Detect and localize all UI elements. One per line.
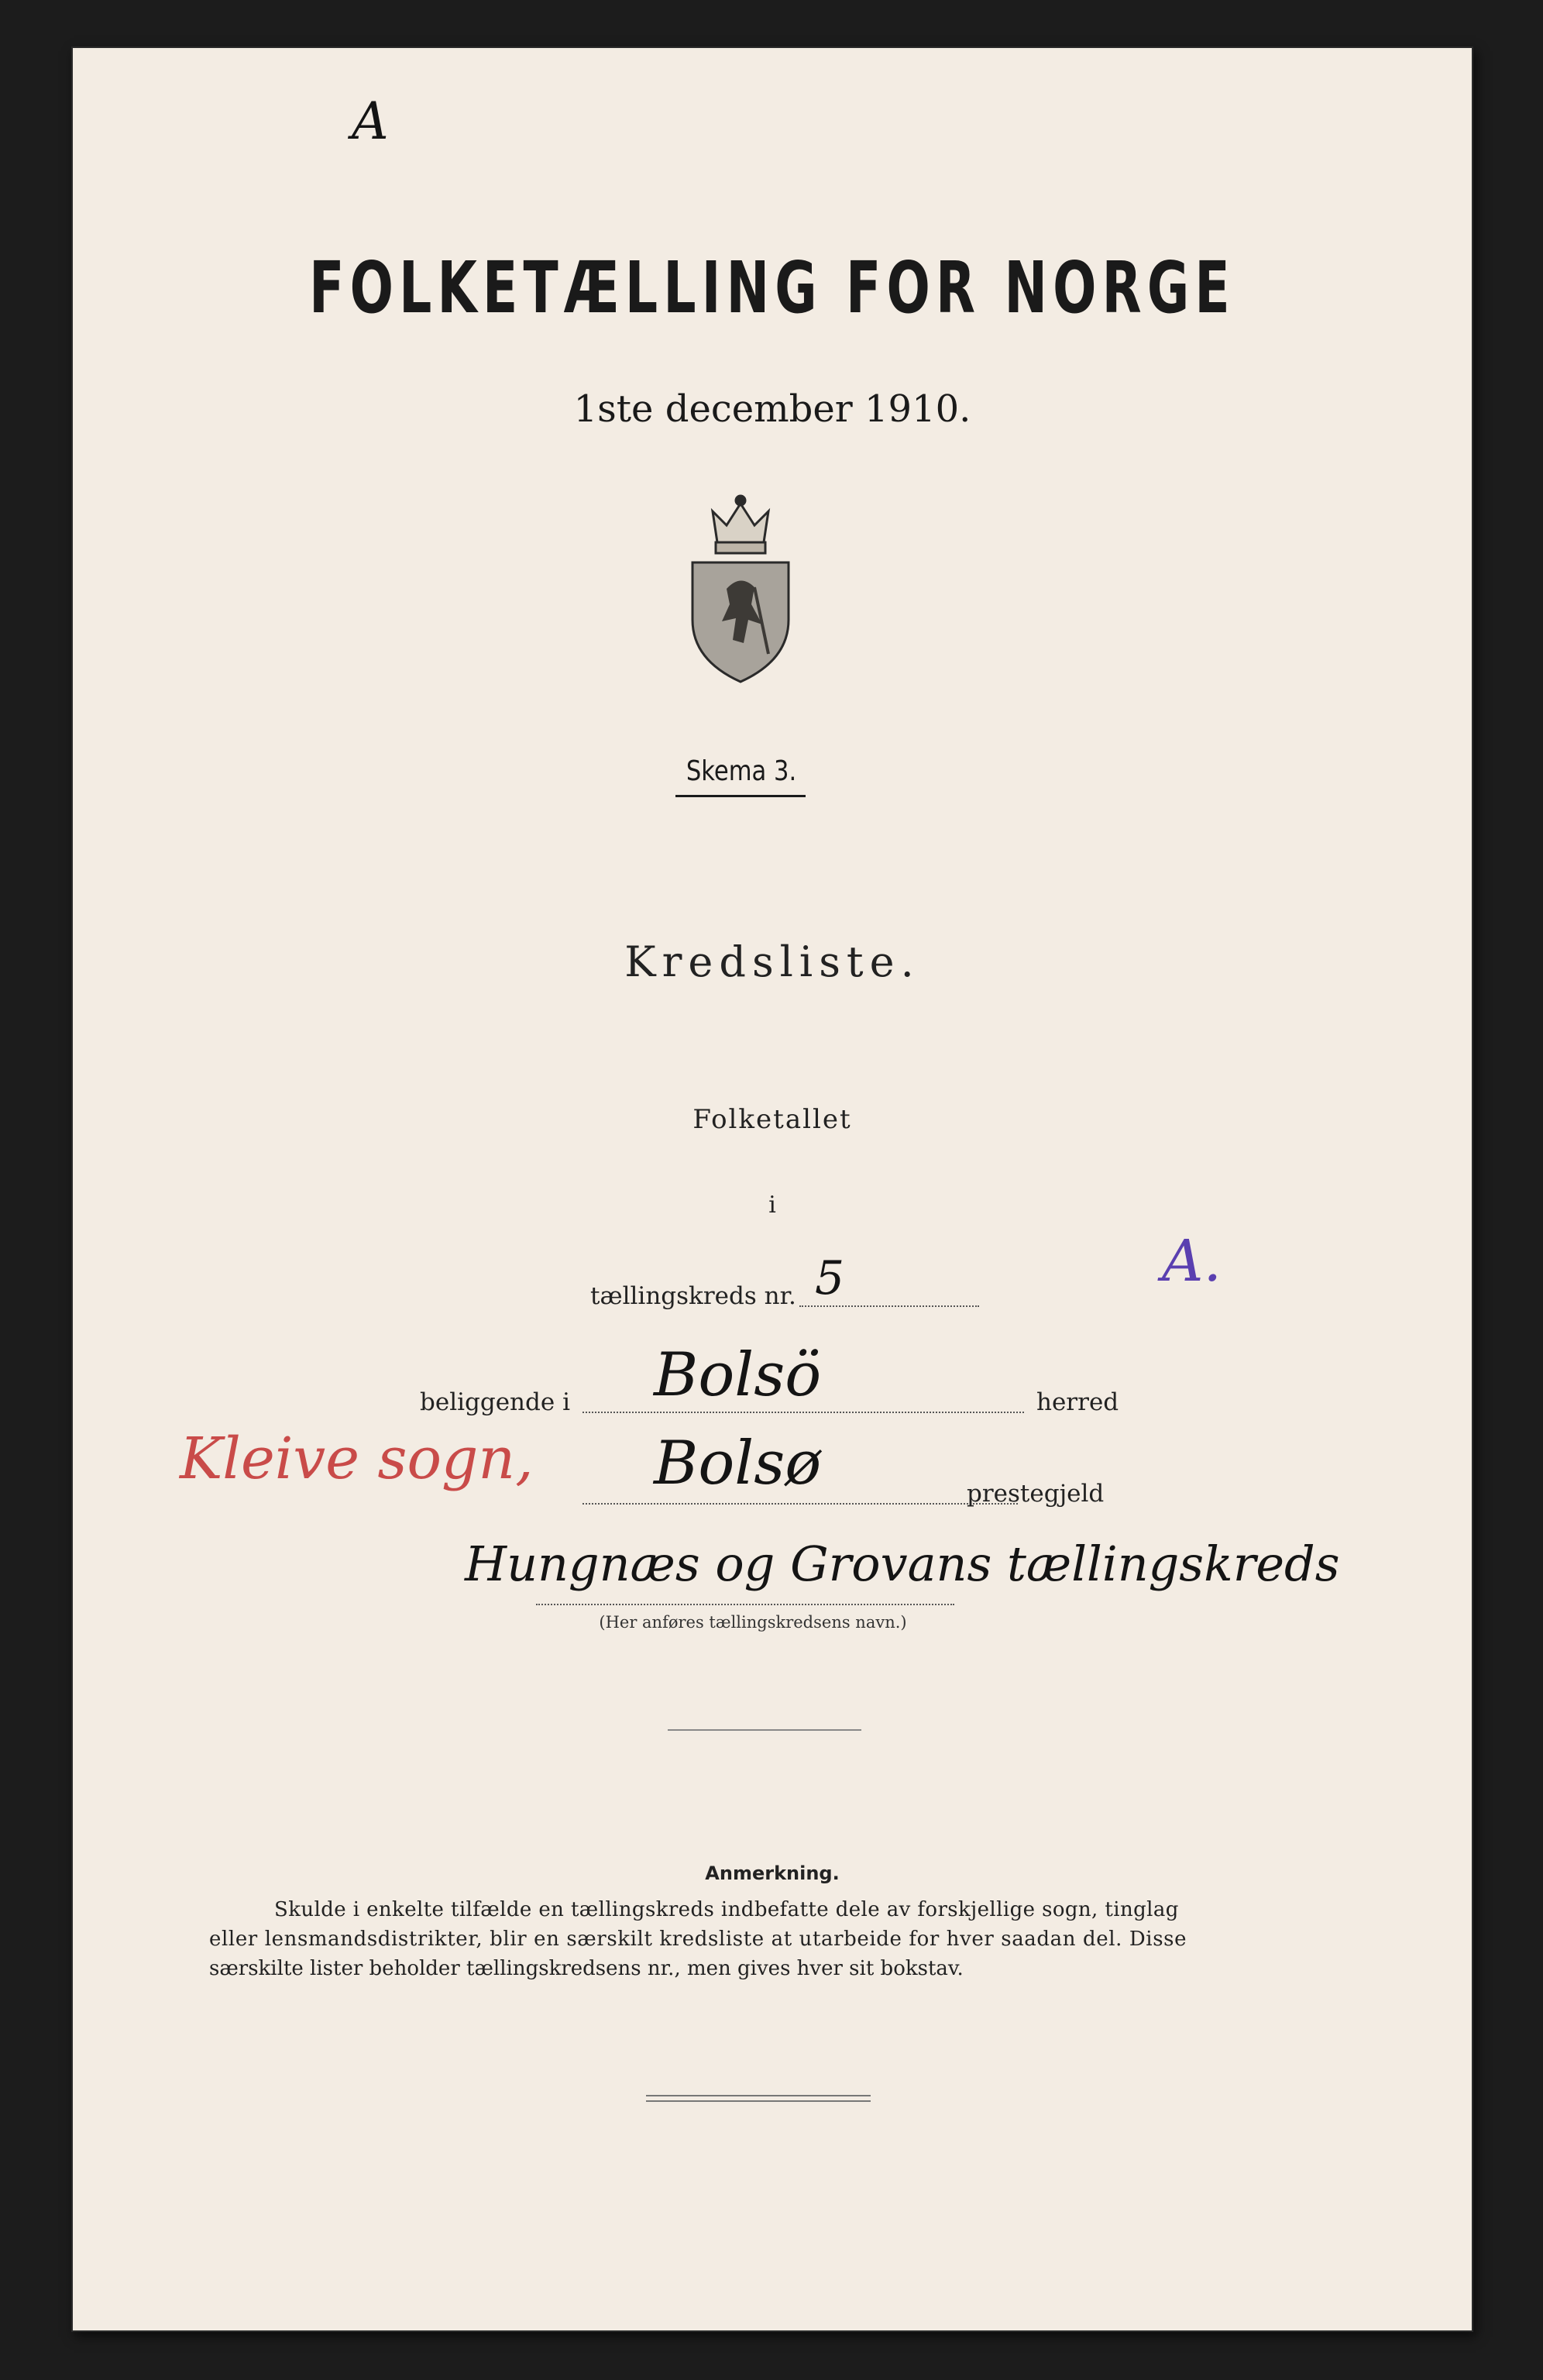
handwritten-corner-mark: A <box>352 91 389 151</box>
parish-suffix: prestegjeld <box>967 1480 1105 1508</box>
district-letter-value: A. <box>1162 1228 1222 1295</box>
district-name-field-line <box>536 1604 954 1605</box>
list-title: Kredsliste. <box>624 937 920 986</box>
census-form-page <box>71 46 1473 2332</box>
remark-line: Skulde i enkelte tilfælde en tællingskreds indbefatte dele av forskjellige sogn, tinglag <box>274 1898 1179 1921</box>
location-label: beliggende i <box>420 1388 570 1416</box>
population-heading: Folketallet <box>692 1104 852 1135</box>
municipality-suffix: herred <box>1036 1388 1119 1416</box>
coat-of-arms-icon <box>682 488 799 690</box>
remark-heading: Anmerkning. <box>705 1862 840 1884</box>
closing-rule-top <box>646 2095 871 2096</box>
municipality-value: Bolsö <box>654 1340 822 1410</box>
form-title: FOLKETÆLLING FOR NORGE <box>309 246 1235 329</box>
separator-rule <box>668 1729 861 1731</box>
parish-value: Bolsø <box>654 1429 822 1498</box>
municipality-field-line <box>582 1412 1024 1413</box>
preposition-label: i <box>768 1192 776 1219</box>
district-number-field-line <box>799 1305 979 1307</box>
district-number-value: 5 <box>815 1251 845 1305</box>
parish-field-line <box>582 1503 1018 1505</box>
closing-rule-bottom <box>646 2100 871 2102</box>
form-date: 1ste december 1910. <box>573 387 971 431</box>
remark-line: eller lensmandsdistrikter, blir en særskilt kredsliste at utarbeide for hver saadan del. Disse <box>209 1928 1187 1951</box>
schema-number: Skema 3. <box>686 755 797 787</box>
parish-note: Kleive sogn, <box>180 1426 534 1492</box>
district-name-value: Hungnæs og Grovans tællingskreds <box>465 1536 1340 1592</box>
remark-line: særskilte lister beholder tællingskredsens nr., men gives hver sit bokstav. <box>209 1957 964 1980</box>
district-number-label: tællingskreds nr. <box>590 1282 796 1310</box>
schema-underline <box>675 795 806 797</box>
district-name-caption: (Her anføres tællingskredsens navn.) <box>599 1613 907 1632</box>
